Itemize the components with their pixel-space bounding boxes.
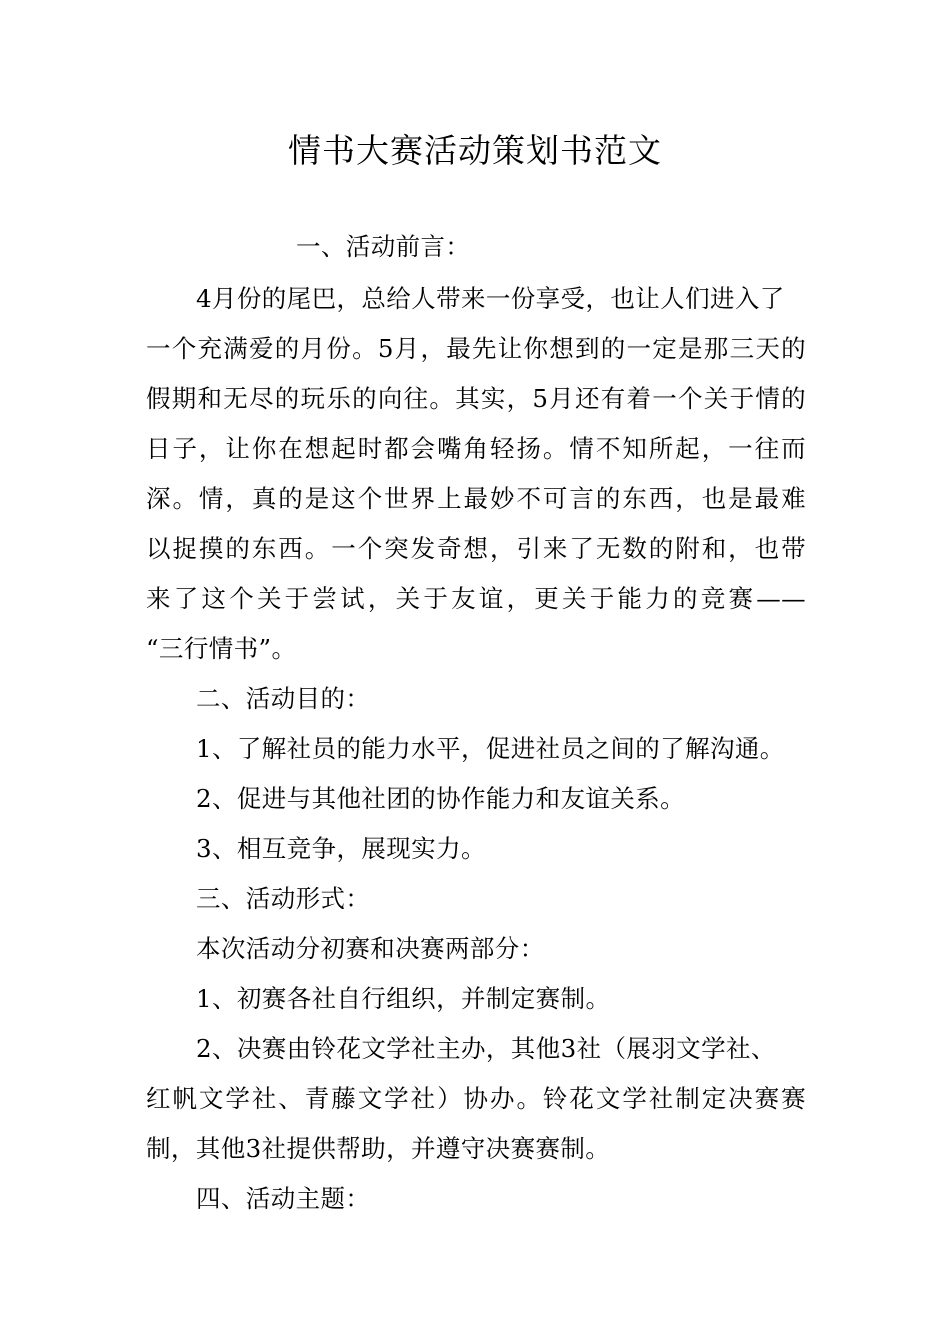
format-item-line: 2、决赛由铃花文学社主办，其他3社（展羽文学社、 [196,1034,776,1063]
purpose-item: 2、促进与其他社团的协作能力和友谊关系。 [196,784,686,813]
preface-line: 以捉摸的东西。一个突发奇想，引来了无数的附和，也带 [146,534,806,563]
preface-line: “三行情书”。 [146,634,297,663]
format-item-line: 红帆文学社、青藤文学社）协办。铃花文学社制定决赛赛 [146,1084,806,1113]
preface-line: 来了这个关于尝试，关于友谊，更关于能力的竞赛—— [146,584,806,613]
section-heading-format: 三、活动形式： [196,884,371,913]
preface-line: 4月份的尾巴，总给人带来一份享受，也让人们进入了 [196,284,785,313]
purpose-item: 3、相互竞争，展现实力。 [196,834,486,863]
format-item-line: 制，其他3社提供帮助，并遵守决赛赛制。 [146,1134,611,1163]
preface-line: 一个充满爱的月份。5月，最先让你想到的一定是那三天的 [146,334,806,363]
preface-line: 假期和无尽的玩乐的向往。其实，5月还有着一个关于情的 [146,384,806,413]
format-item: 1、初赛各社自行组织，并制定赛制。 [196,984,611,1013]
section-heading-purpose: 二、活动目的： [196,684,371,713]
section-heading-theme: 四、活动主题： [196,1184,371,1213]
section-heading-preface: 一、活动前言： [296,232,471,261]
preface-line: 深。情，真的是这个世界上最妙不可言的东西，也是最难 [146,484,806,513]
document-title: 情书大赛活动策划书范文 [288,131,662,170]
purpose-item: 1、了解社员的能力水平，促进社员之间的了解沟通。 [196,734,785,763]
format-intro: 本次活动分初赛和决赛两部分： [196,934,545,963]
preface-line: 日子，让你在想起时都会嘴角轻扬。情不知所起，一往而 [146,434,806,463]
